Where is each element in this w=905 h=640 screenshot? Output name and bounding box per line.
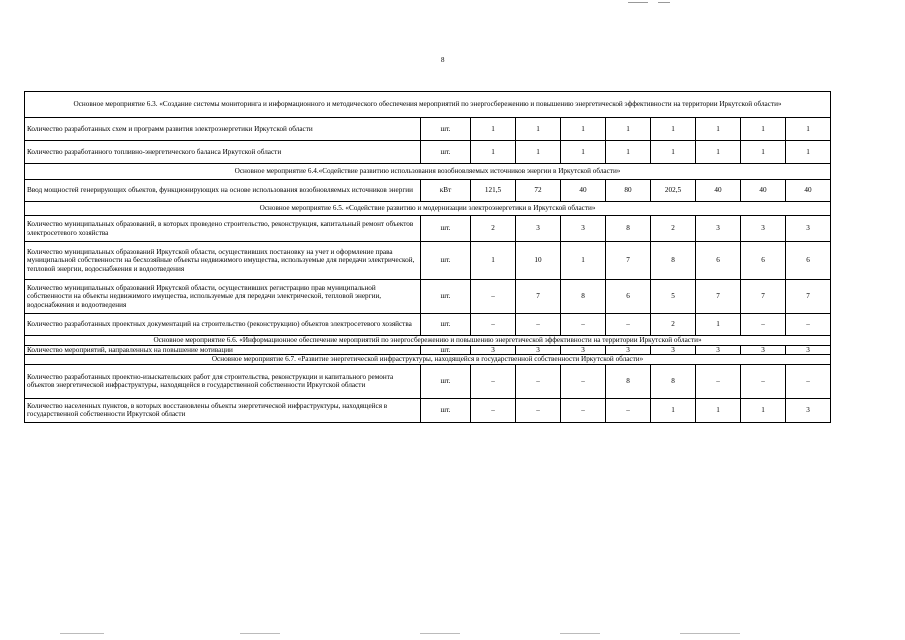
value-cell: 7 xyxy=(696,280,741,314)
value-cell: 1 xyxy=(741,118,786,141)
value-cell: 10 xyxy=(516,242,561,280)
value-cell: 1 xyxy=(786,141,831,164)
scan-artifact xyxy=(628,2,648,3)
value-cell: – xyxy=(471,280,516,314)
indicator-name: Количество муниципальных образований Иркутской области, осуществивших регистрацию прав муниципальной собственности на объекты недвижимого имущества, используемые для передачи электрической, тепловой энергии, водоснабжения и водоотведения xyxy=(25,280,421,314)
value-cell: 2 xyxy=(471,216,516,242)
section-row xyxy=(25,92,831,118)
value-cell: 1 xyxy=(561,141,606,164)
value-cell: 3 xyxy=(696,216,741,242)
scan-artifact xyxy=(60,633,104,634)
section-row xyxy=(25,164,831,180)
value-cell: – xyxy=(606,398,651,422)
value-cell: 1 xyxy=(471,242,516,280)
indicator-name: Количество муниципальных образований, в которых проведено строительство, реконструкция, капитальный ремонт объектов электросетевого хозяйства xyxy=(25,216,421,242)
value-cell: 2 xyxy=(651,216,696,242)
value-cell: 7 xyxy=(786,280,831,314)
value-cell: 1 xyxy=(471,118,516,141)
value-cell: 3 xyxy=(606,345,651,355)
value-cell: – xyxy=(741,364,786,398)
indicator-name: Количество разработанных проектно-изыскательских работ для строительства, реконструкции и капитального ремонта объектов энергетической инфраструктуры, находящейся в государственной собственности Иркутской области xyxy=(25,364,421,398)
value-cell: 1 xyxy=(606,118,651,141)
value-cell: 7 xyxy=(606,242,651,280)
value-cell: 1 xyxy=(651,141,696,164)
value-cell: 1 xyxy=(651,118,696,141)
value-cell: 121,5 xyxy=(471,180,516,202)
value-cell: 1 xyxy=(696,398,741,422)
table-row xyxy=(25,345,831,355)
unit-cell: шт. xyxy=(421,118,471,141)
value-cell: – xyxy=(516,314,561,336)
table-row xyxy=(25,216,831,242)
section-row xyxy=(25,202,831,216)
value-cell: 40 xyxy=(696,180,741,202)
indicator-name: Количество муниципальных образований Иркутской области, осуществивших постановку на учет и оформление права муниципальной собственности на бесхозяйные объекты недвижимого имущества, используемые для передачи электрической, тепловой энергии, водоснабжения и водоотведения xyxy=(25,242,421,280)
value-cell: – xyxy=(516,364,561,398)
value-cell: 40 xyxy=(741,180,786,202)
value-cell: 1 xyxy=(696,118,741,141)
value-cell: 80 xyxy=(606,180,651,202)
section-title: Основное мероприятие 6.7. «Развитие энергетической инфраструктуры, находящейся в государственной собственности Иркутской области» xyxy=(25,355,831,365)
section-title: Основное мероприятие 6.6. «Информационное обеспечение мероприятий по энергосбережению и повышению энергетической эффективности на территории Иркутской области» xyxy=(25,336,831,346)
table-row xyxy=(25,118,831,141)
value-cell: – xyxy=(606,314,651,336)
value-cell: 1 xyxy=(561,118,606,141)
value-cell: 5 xyxy=(651,280,696,314)
section-title: Основное мероприятие 6.5. «Содействие развитию и модернизации электроэнергетики в Иркутской области» xyxy=(25,202,831,216)
section-title: Основное мероприятие 6.4.«Содействие развитию использования возобновляемых источников энергии в Иркутской области» xyxy=(25,164,831,180)
indicator-name: Количество мероприятий, направленных на повышение мотивации xyxy=(25,345,421,355)
value-cell: 202,5 xyxy=(651,180,696,202)
value-cell: 1 xyxy=(696,314,741,336)
scan-artifact xyxy=(560,633,600,634)
value-cell: 7 xyxy=(741,280,786,314)
table-row xyxy=(25,180,831,202)
scan-artifact xyxy=(658,2,670,3)
value-cell: 1 xyxy=(561,242,606,280)
value-cell: 1 xyxy=(516,118,561,141)
value-cell: – xyxy=(471,364,516,398)
section-title: Основное мероприятие 6.3. «Создание системы мониторинга и информационного и методического обеспечения мероприятий по энергосбережению и повышению энергетической эффективности на территории Иркутской области» xyxy=(25,92,831,118)
unit-cell: шт. xyxy=(421,280,471,314)
value-cell: – xyxy=(786,314,831,336)
indicator-name: Количество разработанного топливно-энергетического баланса Иркутской области xyxy=(25,141,421,164)
value-cell: 3 xyxy=(786,398,831,422)
section-row xyxy=(25,355,831,365)
value-cell: 6 xyxy=(786,242,831,280)
table-row xyxy=(25,242,831,280)
value-cell: 3 xyxy=(516,345,561,355)
value-cell: 2 xyxy=(651,314,696,336)
value-cell: 8 xyxy=(561,280,606,314)
table-row xyxy=(25,280,831,314)
value-cell: – xyxy=(471,314,516,336)
value-cell: 6 xyxy=(696,242,741,280)
value-cell: 1 xyxy=(741,141,786,164)
unit-cell: кВт xyxy=(421,180,471,202)
value-cell: 3 xyxy=(786,345,831,355)
value-cell: 3 xyxy=(516,216,561,242)
unit-cell: шт. xyxy=(421,364,471,398)
value-cell: – xyxy=(696,364,741,398)
value-cell: – xyxy=(471,398,516,422)
table-row xyxy=(25,364,831,398)
value-cell: 40 xyxy=(561,180,606,202)
value-cell: 3 xyxy=(786,216,831,242)
value-cell: – xyxy=(741,314,786,336)
value-cell: 8 xyxy=(651,242,696,280)
value-cell: 1 xyxy=(606,141,651,164)
value-cell: 3 xyxy=(471,345,516,355)
value-cell: 8 xyxy=(651,364,696,398)
value-cell: 3 xyxy=(696,345,741,355)
indicator-name: Количество разработанных схем и программ развития электроэнергетики Иркутской области xyxy=(25,118,421,141)
value-cell: 8 xyxy=(606,364,651,398)
scan-artifact xyxy=(680,633,740,634)
value-cell: 8 xyxy=(606,216,651,242)
value-cell: 6 xyxy=(741,242,786,280)
value-cell: 3 xyxy=(651,345,696,355)
unit-cell: шт. xyxy=(421,141,471,164)
value-cell: 7 xyxy=(516,280,561,314)
value-cell: – xyxy=(561,364,606,398)
value-cell: 40 xyxy=(786,180,831,202)
indicator-name: Ввод мощностей генерирующих объектов, функционирующих на основе использования возобновляемых источников энергии xyxy=(25,180,421,202)
value-cell: 6 xyxy=(606,280,651,314)
value-cell: 1 xyxy=(696,141,741,164)
unit-cell: шт. xyxy=(421,345,471,355)
table-row xyxy=(25,314,831,336)
value-cell: 1 xyxy=(786,118,831,141)
indicator-name: Количество разработанных проектных документаций на строительство (реконструкцию) объектов электросетевого хозяйства xyxy=(25,314,421,336)
table-row xyxy=(25,141,831,164)
page-number: 8 xyxy=(441,56,445,64)
indicators-table xyxy=(24,91,831,423)
value-cell: 1 xyxy=(651,398,696,422)
value-cell: 3 xyxy=(741,345,786,355)
value-cell: 1 xyxy=(741,398,786,422)
indicator-name: Количество населенных пунктов, в которых восстановлены объекты энергетической инфраструктуры, находящейся в государственной собственности Иркутской области xyxy=(25,398,421,422)
unit-cell: шт. xyxy=(421,398,471,422)
value-cell: 3 xyxy=(561,345,606,355)
section-row xyxy=(25,336,831,346)
value-cell: – xyxy=(516,398,561,422)
value-cell: 3 xyxy=(561,216,606,242)
scan-artifact xyxy=(240,633,280,634)
unit-cell: шт. xyxy=(421,314,471,336)
table-row xyxy=(25,398,831,422)
value-cell: – xyxy=(786,364,831,398)
value-cell: 72 xyxy=(516,180,561,202)
scan-artifact xyxy=(420,633,460,634)
value-cell: 3 xyxy=(741,216,786,242)
value-cell: 1 xyxy=(516,141,561,164)
value-cell: 1 xyxy=(471,141,516,164)
unit-cell: шт. xyxy=(421,216,471,242)
unit-cell: шт. xyxy=(421,242,471,280)
value-cell: – xyxy=(561,314,606,336)
value-cell: – xyxy=(561,398,606,422)
